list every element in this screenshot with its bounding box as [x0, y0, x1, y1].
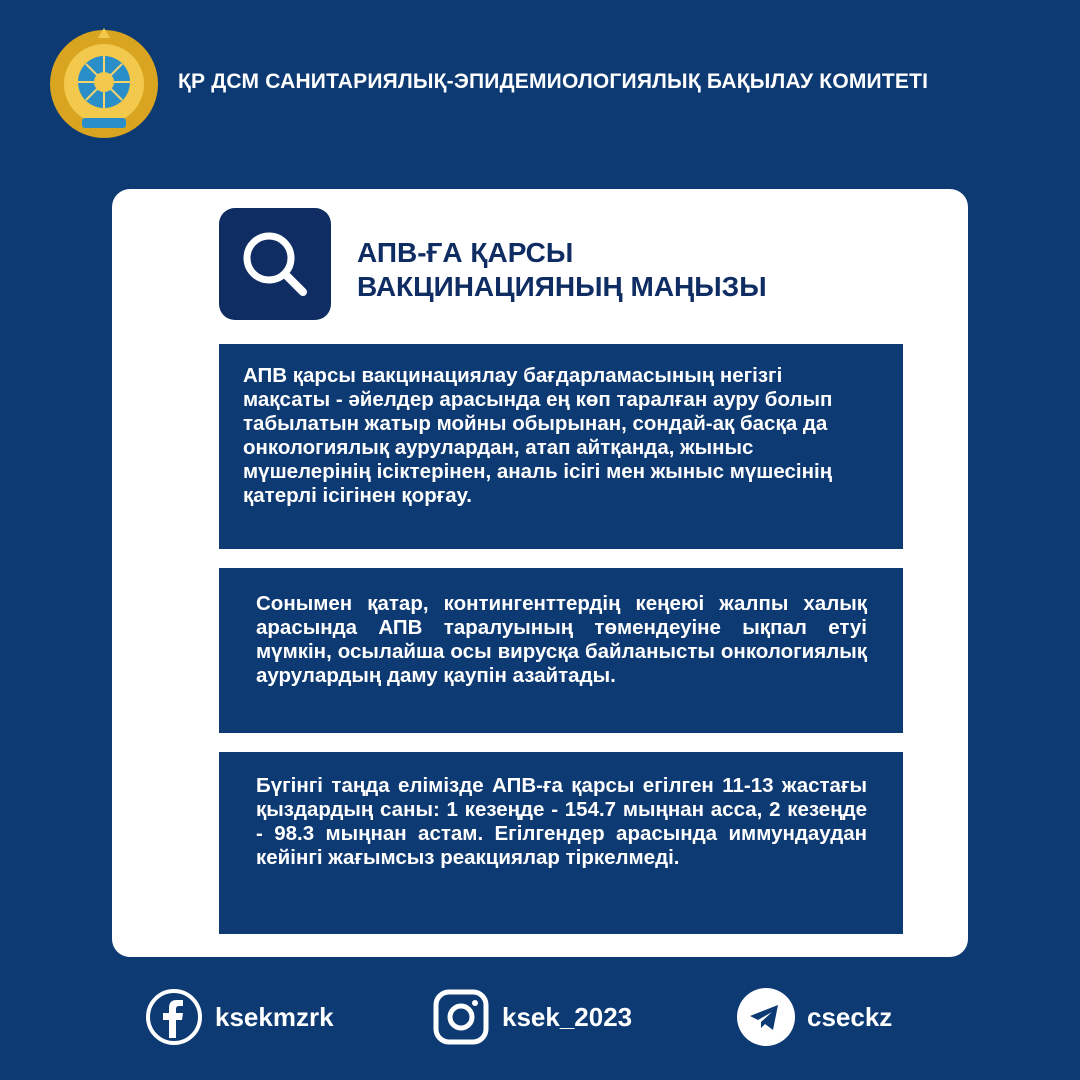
kazakhstan-emblem-icon: [46, 26, 162, 142]
telegram-link[interactable]: [737, 988, 892, 1046]
telegram-icon: [737, 988, 795, 1046]
paragraph-box-1: АПВ қарсы вакцинациялау бағдарламасының негізгі мақсаты - әйелдер арасында ең көп таралған ауру болып табылатын жатыр мойны обырынан, сондай-ақ басқа да онкологиялық аурулардан, атап айтқанда, жыныс мүшелерінің ісіктерінен, аналь ісігі мен жыныс мүшесінің қатерлі ісігінен қорғау.: [219, 344, 903, 549]
instagram-link[interactable]: [432, 988, 632, 1046]
title-line-1: АПВ-ҒА ҚАРСЫ: [357, 237, 574, 268]
facebook-icon: [145, 988, 203, 1046]
instagram-icon: [432, 988, 490, 1046]
paragraph-box-3: Бүгінгі таңда елімізде АПВ-ға қарсы егілген 11-13 жастағы қыздардың саны: 1 кезеңде - 154.7 мыңнан асса, 2 кезеңде - 98.3 мыңнан астам. Егілгендер арасында иммундаудан кейінгі жағымсыз реакциялар тіркелмеді.: [219, 752, 903, 934]
title-line-2: ВАКЦИНАЦИЯНЫҢ МАҢЫЗЫ: [357, 271, 767, 302]
telegram-handle: cseckz: [807, 1001, 893, 1032]
organization-name: ҚР ДСМ САНИТАРИЯЛЫҚ-ЭПИДЕМИОЛОГИЯЛЫҚ БАҚЫЛАУ КОМИТЕТІ: [178, 70, 929, 93]
facebook-handle: ksekmzrk: [215, 1001, 334, 1032]
card-title: [357, 236, 767, 304]
paragraph-box-2: Сонымен қатар, контингенттердің кеңеюі жалпы халық арасында АПВ таралуының төмендеуіне ықпал етуі мүмкін, осылайша осы вирусқа байланысты онкологиялық аурулардың даму қаупін азайтады.: [219, 568, 903, 733]
search-icon: [219, 208, 331, 320]
facebook-link[interactable]: [145, 988, 334, 1046]
instagram-handle: ksek_2023: [502, 1001, 633, 1032]
